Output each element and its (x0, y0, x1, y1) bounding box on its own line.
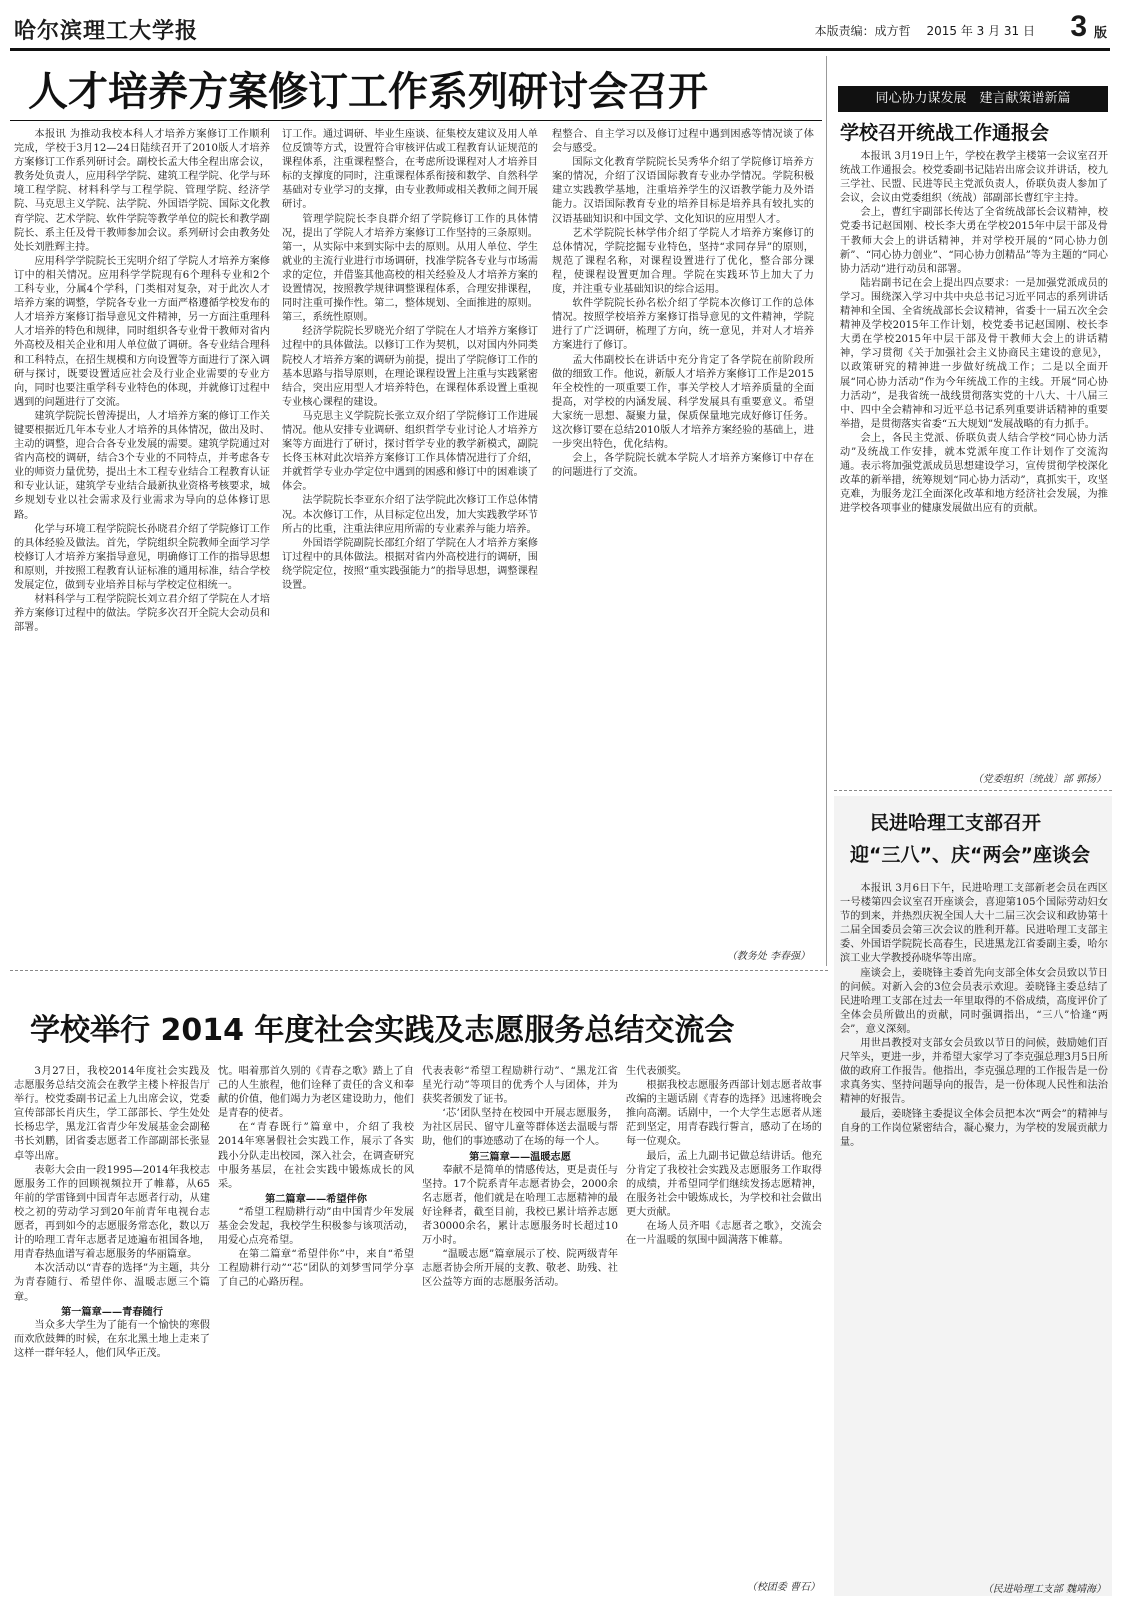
article4-col1-p4: 当众多大学生为了能有一个愉快的寒假而欢欣鼓舞的时候，在东北黑土地上走来了这样一群年轻人，他们风华正茂。 (14, 1319, 210, 1359)
article4-col1-p1: 3月27日，我校2014年度社会实践及志愿服务总结交流会在教学主楼卜梓报告厅举行。校党委副书记孟上九出席会议，党委宣传部部长肖庆生，学工部部长、学生处处长杨忠学，黑龙江省青少年发展基金会副秘书长刘鹏，团省委志愿者工作部副部长张显卓等出席。 (14, 1066, 210, 1162)
article4-col3-p3: 奉献不是简单的情感传达，更是责任与坚持。17个院系青年志愿者协会，2000余名志愿者，他们就是在哈理工志愿精神的最好诠释者，截至目前，我校已累计培养志愿者30000余名，累计志愿服务时长超过10万小时。 (422, 1164, 618, 1247)
article1-col3-p3: 艺术学院院长林学伟介绍了学院人才培养方案修订的总体情况，学院挖掘专业特色，坚持“求同存异”的原则，规范了课程名称，对课程设置进行了优化，整合部分课程，使课程设置更加合理。学院在实践环节上加大了力度，并注重专业基础知识的综合运用。 (552, 227, 814, 296)
article4-col2-p1: 忱。唱着那首久别的《青春之歌》踏上了自己的人生旅程，他们诠释了责任的含义和奉献的价值，他们竭力为老区建设助力，他们是青春的使者。 (218, 1066, 414, 1120)
article3-title-line1: 民进哈理工支部召开 (870, 812, 1042, 834)
article1-col2-p1: 订工作。通过调研、毕业生座谈、征集校友建议及用人单位反馈等方式，设置符合审核评估或工程教育认证规范的课程体系，注重课程整合，在考虑所设课程对人才培养目标的支撑度的同时，注重课程体系衔接和数学、自然科学基础对专业学习的支撑，由专业教师或相关教师之间开展研讨。 (282, 129, 538, 211)
page-suffix: 版 (1093, 26, 1107, 41)
article1-title: 人才培养方案修订工作系列研讨会召开 (28, 69, 708, 115)
article3-p4: 最后，姜晓锋主委提议全体会员把本次“两会”的精神与自身的工作岗位紧密结合，凝心聚力，为学校的发展贡献力量。 (840, 1108, 1108, 1148)
article1-title-rule (10, 120, 822, 121)
article3-body (840, 882, 1108, 1577)
article1-col3-p2: 国际文化教育学院院长吴秀华介绍了学院修订培养方案的情况，介绍了汉语国际教育专业办学情况。学院积极建立实践教学基地，注重培养学生的汉语教学能力及外语能力。汉语国际教育专业的培养目标是培养具有较扎实的汉语基础知识和中国文学、文化知识的应用型人才。 (552, 157, 814, 225)
article1-col2-p6: 外国语学院副院长邵红介绍了学院在人才培养方案修订过程中的具体做法。根据对省内外高校进行的调研，围绕学院定位，按照“重实践强能力”的指导思想，调整课程设置。 (282, 537, 538, 591)
article2-p3: 陆岩副书记在会上提出四点要求：一是加强党派成员的学习。围绕深入学习中共中央总书记习近平同志的系列讲话精神和全国、全省统战部长会议精神，省委十一届五次全会精神及学校2015年工作计划，校党委书记赵国刚、校长李大勇在学校2015年中层干部及骨干教师大会上的讲话精神，学习贯彻《关于加强社会主义协商民主建设的意见》，以政策研究的精神进一步做好统战工作；二是以全面开展“同心协力活动”作为今年统战工作的主线。开展“同心协力活动”，是我省统一战线贯彻落实党的十八大、十八届三中、四中全会精神和习近平总书记系列重要讲话精神的重要举措，是贯彻落实省委“五大规划”发展战略的有力抓手。 (840, 277, 1108, 430)
article4-byline: （校团委 曹石） (746, 1582, 820, 1593)
article4-col4 (626, 1065, 822, 1565)
article3-title-line2: 迎“三八”、庆“两会”座谈会 (850, 844, 1090, 866)
article4-col4-p3: 最后，孟上九副书记做总结讲话。他充分肯定了我校社会实践及志愿服务工作取得的成绩，并希望同学们继续发扬志愿精神，在服务社会中锻炼成长，为学校和社会做出更大贡献。 (626, 1150, 822, 1218)
article2-p2: 会上，曹红宇副部长传达了全省统战部长会议精神，校党委书记赵国刚、校长李大勇在学校2015年中层干部及骨干教师大会上的讲话精神，并对学校开展的“同心协力创新”、“同心协力创业”、“同心协力创精品”等为主题的“同心协力活动”进行动员和部署。 (840, 207, 1108, 275)
article1-col2-p2: 管理学院院长李良群介绍了学院修订工作的具体情况，提出了学院人才培养方案修订工作坚持的三条原则。第一，从实际中来到实际中去的原则。从用人单位、学生就业的主流行业进行市场调研，找准学院各专业与市场需求的定位，并借鉴其他高校的相关经验及人才培养方案的设置情况，按照教学规律调整课程体系，合理安排课程，同时注重可操作性。第二，整体规划、全面推进的原则。第三，系统性原则。 (282, 213, 538, 324)
article4-col2-p2: 在“青春既行”篇章中，介绍了我校2014年寒暑假社会实践工作，展示了各实践小分队走出校园，深入社会，在调查研究中服务基层，在社会实践中锻炼成长的风采。 (218, 1122, 414, 1190)
article1-col1-p1: 本报讯 为推动我校本科人才培养方案修订工作顺利完成，学校于3月12—24日陆续召开了2010版人才培养方案修订工作系列研讨会。副校长孟大伟全程出席会议，教务处负责人，应用科学学院、建筑工程学院、化学与环境工程学院、材料科学与工程学院、管理学院、经济学院、马克思主义学院、法学院、外国语学院、国际文化教育学院、艺术学院、软件学院等教学单位的院长和教学副院长、系主任及骨干教师参加会议。系列研讨会由教务处处长刘胜辉主持。 (14, 129, 270, 253)
article1-col2-p5: 法学院院长李亚东介绍了法学院此次修订工作总体情况。本次修订工作，从目标定位出发，加大实践教学环节所占的比重，注重法律应用所需的专业素养与能力培养。 (282, 495, 538, 535)
article4-col2 (218, 1065, 414, 1585)
article1-col1-p5: 材料科学与工程学院院长刘立君介绍了学院在人才培养方案修订过程中的做法。学院多次召开全院大会动员和部署。 (14, 594, 270, 634)
article1-byline: （教务处 李春强） (726, 951, 810, 962)
article4-col4-p1: 生代表颁奖。 (626, 1066, 688, 1077)
article4-col3-p4: “温暖志愿”篇章展示了校、院两级青年志愿者协会所开展的支教、敬老、助残、社区公益等方面的志愿服务活动。 (422, 1249, 618, 1289)
article1-col3-p5: 孟大伟副校长在讲话中充分肯定了各学院在前阶段所做的细致工作。他说，新版人才培养方案修订工作是2015年全校性的一项重要工作，事关学校人才培养质量的全面提高，对学校的内涵发展、科学发展具有重要意义。希望大家统一思想、凝聚力量，保质保量地完成好修订任务。这次修订要在总结2010版人才培养方案经验的基础上，进一步突出特色，优化结构。 (552, 354, 814, 451)
article4-title: 学校举行 2014 年度社会实践及志愿服务总结交流会 (30, 1013, 735, 1048)
masthead: 哈尔滨理工大学报 (14, 18, 199, 44)
article3-p3: 用世昌教授对支部女会员致以节日的问候，鼓励她们百尺竿头，更进一步，并希望大家学习了李克强总理3月5日所做的政府工作报告。他指出，李克强总理的工作报告是一份求真务实、坚持问题导向的报告，是一份体现人民性和法治精神的好报告。 (840, 1038, 1108, 1106)
article1-col1-p3: 建筑学院院长曾涛提出，人才培养方案的修订工作关键要根据近几年本专业人才培养的具体情况，做出及时、主动的调整，迎合合各专业发展的需要。建筑学院通过对省内高校的调研，结合3个专业的不同特点，并考虑各专业的师资力量优势，提出土木工程专业结合工程教育认证和专业认证，建筑学专业结合最新执业资格考核要求，城乡规划专业以社会需求及行业需求为导向的总体修订思路。 (14, 410, 270, 521)
article4-col3-p1: 代表表彰“希望工程励耕行动”、“黑龙江省星光行动”等项目的优秀个人与团体，并为获奖者颁发了证书。 (422, 1066, 618, 1106)
article1-col3-p1: 程整合、自主学习以及修订过程中遇到困惑等情况谈了体会与感受。 (552, 129, 814, 155)
article4-col4-p4: 在场人员齐唱《志愿者之歌》，交流会在一片温暖的氛围中圆满落下帷幕。 (626, 1221, 822, 1247)
header-meta (803, 22, 1081, 39)
article1-col1 (14, 128, 270, 963)
issue-date: 2015 年 3 月 31 日 (926, 24, 1035, 38)
article4-col1-p2: 表彰大会由一段1995—2014年我校志愿服务工作的回顾视频拉开了帷幕，从65年前的学雷锋到中国青年志愿者行动，从建校之初的劳动学习到20年前青年电视台志愿者，再到如今的志愿服务常态化，数以万计的哈理工青年志愿者足迹遍布祖国各地，用青春热血谱写着志愿服务的华丽篇章。 (14, 1164, 210, 1261)
article4-col4-p2: 根据我校志愿服务西部计划志愿者故事改编的主题话剧《青春的选择》迅速将晚会推向高潮。话剧中，一个大学生志愿者从迷茫到坚定，用青春践行誓言，感动了在场的每一位观众。 (626, 1080, 822, 1148)
section-divider (10, 970, 828, 971)
page-number: 3 (1070, 10, 1087, 43)
article2-p4: 会上，各民主党派、侨联负责人结合学校“同心协力活动”及统战工作安排，就本党派年度工作计划作了交流沟通。表示将加强党派成员思想建设学习，宣传贯彻学校深化改革的新举措，统筹规划“同心协力活动”，真抓实干，攻坚克难，为服务龙江全面深化改革和地方经济社会发展，为推进学校各项事业的健康发展做出应有的贡献。 (840, 432, 1108, 515)
article4-col3 (422, 1065, 618, 1585)
editor-credit: 本版责编：成方哲 (814, 24, 911, 38)
article1-col3-p6: 会上，各学院院长就本学院人才培养方案修订中存在的问题进行了交流。 (552, 453, 814, 479)
article4-col1-heading: 第一篇章——青春随行 (61, 1305, 163, 1318)
article2-tag: 同心协力谋发展 建言献策谱新篇 (838, 86, 1108, 112)
article4-col1-p3: 本次活动以“青春的选择”为主题，共分为青春随行、希望伴你、温暖志愿三个篇章。 (14, 1263, 210, 1303)
article1-col3-p4: 软件学院院长孙名松介绍了学院本次修订工作的总体情况。按照学校培养方案修订指导意见的文件精神，学院进行了广泛调研，梳理了方向，统一意见，并对人才培养方案进行了修订。 (552, 298, 814, 352)
article2-body (840, 150, 1108, 768)
article1-col3 (552, 128, 814, 943)
article4-col2-p3: “希望工程励耕行动”由中国青少年发展基金会发起，我校学生积极参与该项活动，用爱心点亮希望。 (218, 1206, 414, 1247)
article1-col2-p4: 马克思主义学院院长张立双介绍了学院修订工作进展情况。他从安排专业调研、组织哲学专业讨论人才培养方案等方面进行了研讨，探讨哲学专业的教学新模式，副院长佟玉林对此次培养方案修订工作具体情况进行了介绍，并就哲学专业办学定位中遇到的困惑和修订中的困难谈了体会。 (282, 410, 538, 493)
column-divider-right (826, 56, 827, 966)
sidebar-divider (834, 790, 1112, 791)
article4-col2-p4: 在第二篇章“希望伴你”中，来自“希望工程励耕行动”“芯”团队的刘梦雪同学分享了自己的心路历程。 (218, 1249, 414, 1289)
article2-p1: 本报讯 3月19日上午，学校在教学主楼第一会议室召开统战工作通报会。校党委副书记陆岩出席会议并讲话，校九三学社、民盟、民进等民主党派负责人，侨联负责人参加了会议，会议由党委组织（统战）部副部长曹红宇主持。 (840, 151, 1108, 205)
article4-col3-p2: ‘芯’团队坚持在校园中开展志愿服务，为社区居民、留守儿童等群体送去温暖与帮助，他们的事迹感动了在场的每一个人。 (422, 1108, 618, 1148)
article2-byline: （党委组织〔统战〕部 郭扬） (972, 774, 1106, 785)
article1-col2 (282, 128, 538, 963)
article3-p2: 座谈会上，姜晓锋主委首先向支部全体女会员致以节日的问候。对新入会的3位会员表示欢迎。姜晓锋主委总结了民进哈理工支部在过去一年里取得的不俗成绩，高度评价了全体会员所做出的贡献，同时强调指出，“三八”恰逢“两会”，意义深刻。 (840, 967, 1108, 1035)
article1-col2-p3: 经济学院院长罗晓光介绍了学院在人才培养方案修订过程中的具体做法。以修订工作为契机，以对国内外同类院校人才培养方案的调研为前提，提出了学院修订工作的基本思路与指导原则，在理论课程设置上注重与实践紧密结合，突出应用型人才培养特色，在课程体系设置上重视专业核心课程的建设。 (282, 326, 538, 408)
article2-title: 学校召开统战工作通报会 (840, 122, 1050, 144)
article1-col1-p2: 应用科学学院院长王宪明介绍了学院人才培养方案修订中的相关情况。应用科学学院现有6个理科专业和2个工科专业，分属4个学科，门类相对复杂，对于此次人才培养方案的调整，学院各专业一方面严格遵循学校发布的人才培养方案修订指导意见文件精神，另一方面注重理科人才培养的特色和规律，同时组织各专业骨干教师对省内外高校及相关企业和用人单位做了调研。各专业结合理科和工科特点，在招生规模和方向设置等方面进行了深入调研与探讨，既要设置适应社会及行业企业需要的专业方向，同时也要注重学科专业特色的体现，并就修订过程中遇到的问题进行了交流。 (14, 255, 270, 408)
article1-col1-p4: 化学与环境工程学院院长孙晓君介绍了学院修订工作的具体经验及做法。首先，学院组织全院教师全面学习学校修订人才培养方案指导意见，明确修订工作的指导思想和原则，并按照工程教育认证标准的通用标准，结合学校发展定位，做到专业培养目标与学校定位相统一。 (14, 523, 270, 591)
header-rule (10, 48, 1110, 51)
article4-col2-heading: 第二篇章——希望伴你 (265, 1192, 367, 1205)
article4-col3-heading: 第三篇章——温暖志愿 (469, 1150, 571, 1163)
article4-col1 (14, 1065, 210, 1585)
article3-p1: 本报讯 3月6日下午，民进哈理工支部新老会员在西区一号楼第四会议室召开座谈会，喜迎第105个国际劳动妇女节的到来，并热烈庆祝全国人大十二届三次会议和政协第十二届全国委员会第三次会议的胜利开幕。民进哈理工支部主委、外国语学院院长高春生，民进黑龙江省委副主委，哈尔滨工业大学教授孙晓华等出席。 (840, 883, 1108, 965)
article3-byline: （民进哈理工支部 魏靖海） (982, 1584, 1106, 1595)
